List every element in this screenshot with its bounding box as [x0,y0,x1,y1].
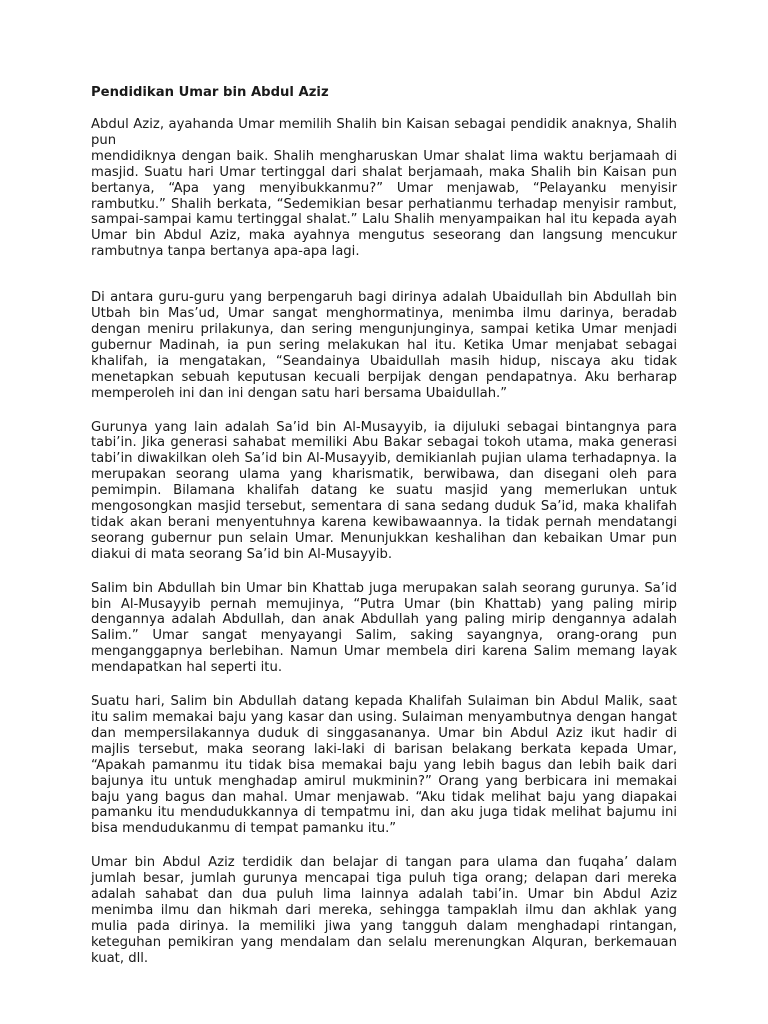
paragraph-line: Gurunya yang lain adalah Sa’id bin Al-Musayyib, ia dijuluki sebagai bintangnya para tabi’in. Jika generasi sahabat memiliki Abu Bakar sebagai tokoh utama, maka generasi tabi’in diwakilkan oleh Sa’id bin Al-Musayyib, demikianlah pujian ulama terhadapnya. Ia merupakan seorang ulama yang kharismatik, berwibawa, dan disegani oleh para pemimpin. Bilamana khalifah datang ke suatu masjid yang memerlukan untuk mengosongkan masjid tersebut, sementara di sana sedang duduk Sa’id, maka khalifah tidak akan berani menyentuhnya karena kewibawaannya. Ia tidak pernah mendatangi seorang gubernur pun selain Umar. Menunjukkan keshalihan dan kebaikan Umar pun diakui di mata seorang Sa’id bin Al-Musayyib. [91,419,677,562]
paragraph-1 [91,117,677,260]
paragraph-line: Suatu hari, Salim bin Abdullah datang kepada Khalifah Sulaiman bin Abdul Malik, saat itu salim memakai baju yang kasar dan using. Sulaiman menyambutnya dengan hangat dan mempersilakannya duduk di singgasananya. Umar bin Abdul Aziz ikut hadir di majlis tersebut, maka seorang laki-laki di barisan belakang berkata kepada Umar, “Apakah pamanmu itu tidak bisa memakai baju yang lebih bagus dan lebih baik dari bajunya itu untuk menghadap amirul mukminin?” Orang yang berbicara ini memakai baju yang bagus dan mahal. Umar menjawab. “Aku tidak melihat baju yang diapakai pamanku itu mendudukkannya di tempatmu ini, dan aku juga tidak melihat bajumu ini bisa mendudukanmu di tempat pamanku itu.” [91,694,677,837]
paragraph-line: Umar bin Abdul Aziz terdidik dan belajar di tangan para ulama dan fuqaha’ dalam jumlah besar, jumlah gurunya mencapai tiga puluh tiga orang; delapan dari mereka adalah sahabat dan dua puluh lima lainnya adalah tabi’in. Umar bin Abdul Aziz menimba ilmu dan hikmah dari mereka, sehingga tampaklah ilmu dan akhlak yang mulia pada dirinya. Ia memiliki jiwa yang tangguh dalam menghadapi rintangan, keteguhan pemikiran yang mendalam dan selalu merenungkan Alquran, berkemauan kuat, dll. [91,855,677,966]
paragraph-5 [91,694,677,837]
paragraph-line: Abdul Aziz, ayahanda Umar memilih Shalih bin Kaisan sebagai pendidik anaknya, Shalih pun [91,117,677,148]
paragraph-line: Salim bin Abdullah bin Umar bin Khattab juga merupakan salah seorang gurunya. Sa’id bin Al-Musayyib pernah memujinya, “Putra Umar (bin Khattab) yang paling mirip dengannya adalah Abdullah, dan anak Abdullah yang paling mirip dengannya adalah Salim.” Umar sangat menyayangi Salim, saking sayangnya, orang-orang pun menganggapnya berlebihan. Namun Umar membela diri karena Salim memang layak mendapatkan hal seperti itu. [91,580,677,676]
document-title: Pendidikan Umar bin Abdul Aziz [91,85,329,100]
paragraph-6 [91,855,677,966]
paragraph-2 [91,290,677,401]
paragraph-4 [91,581,677,676]
paragraph-line: Di antara guru-guru yang berpengaruh bagi dirinya adalah Ubaidullah bin Abdullah bin Utbah bin Mas’ud, Umar sangat menghormatinya, menimba ilmu darinya, beradab dengan meniru prilakunya, dan sering mengunjunginya, sampai ketika Umar menjadi gubernur Madinah, ia pun sering melakukan hal itu. Ketika Umar menjabat sebagai khalifah, ia mengatakan, “Seandainya Ubaidullah masih hidup, niscaya aku tidak menetapkan sebuah keputusan kecuali berpijak dengan pendapatnya. Aku berharap memperoleh ini dan ini dengan satu hari bersama Ubaidullah.” [91,290,677,401]
paragraph-3 [91,420,677,563]
paragraph-line: mendidiknya dengan baik. Shalih mengharuskan Umar shalat lima waktu berjamaah di masjid. Suatu hari Umar tertinggal dari shalat berjamaah, maka Shalih bin Kaisan pun bertanya, “Apa yang menyibukkanmu?” Umar menjawab, “Pelayanku menyisir rambutku.” Shalih berkata, “Sedemikian besar perhatianmu terhadap menyisir rambut, sampai-sampai kamu tertinggal shalat.” Lalu Shalih menyampaikan hal itu kepada ayah Umar bin Abdul Aziz, maka ayahnya mengutus seseorang dan langsung mencukur rambutnya tanpa bertanya apa-apa lagi. [91,148,677,260]
